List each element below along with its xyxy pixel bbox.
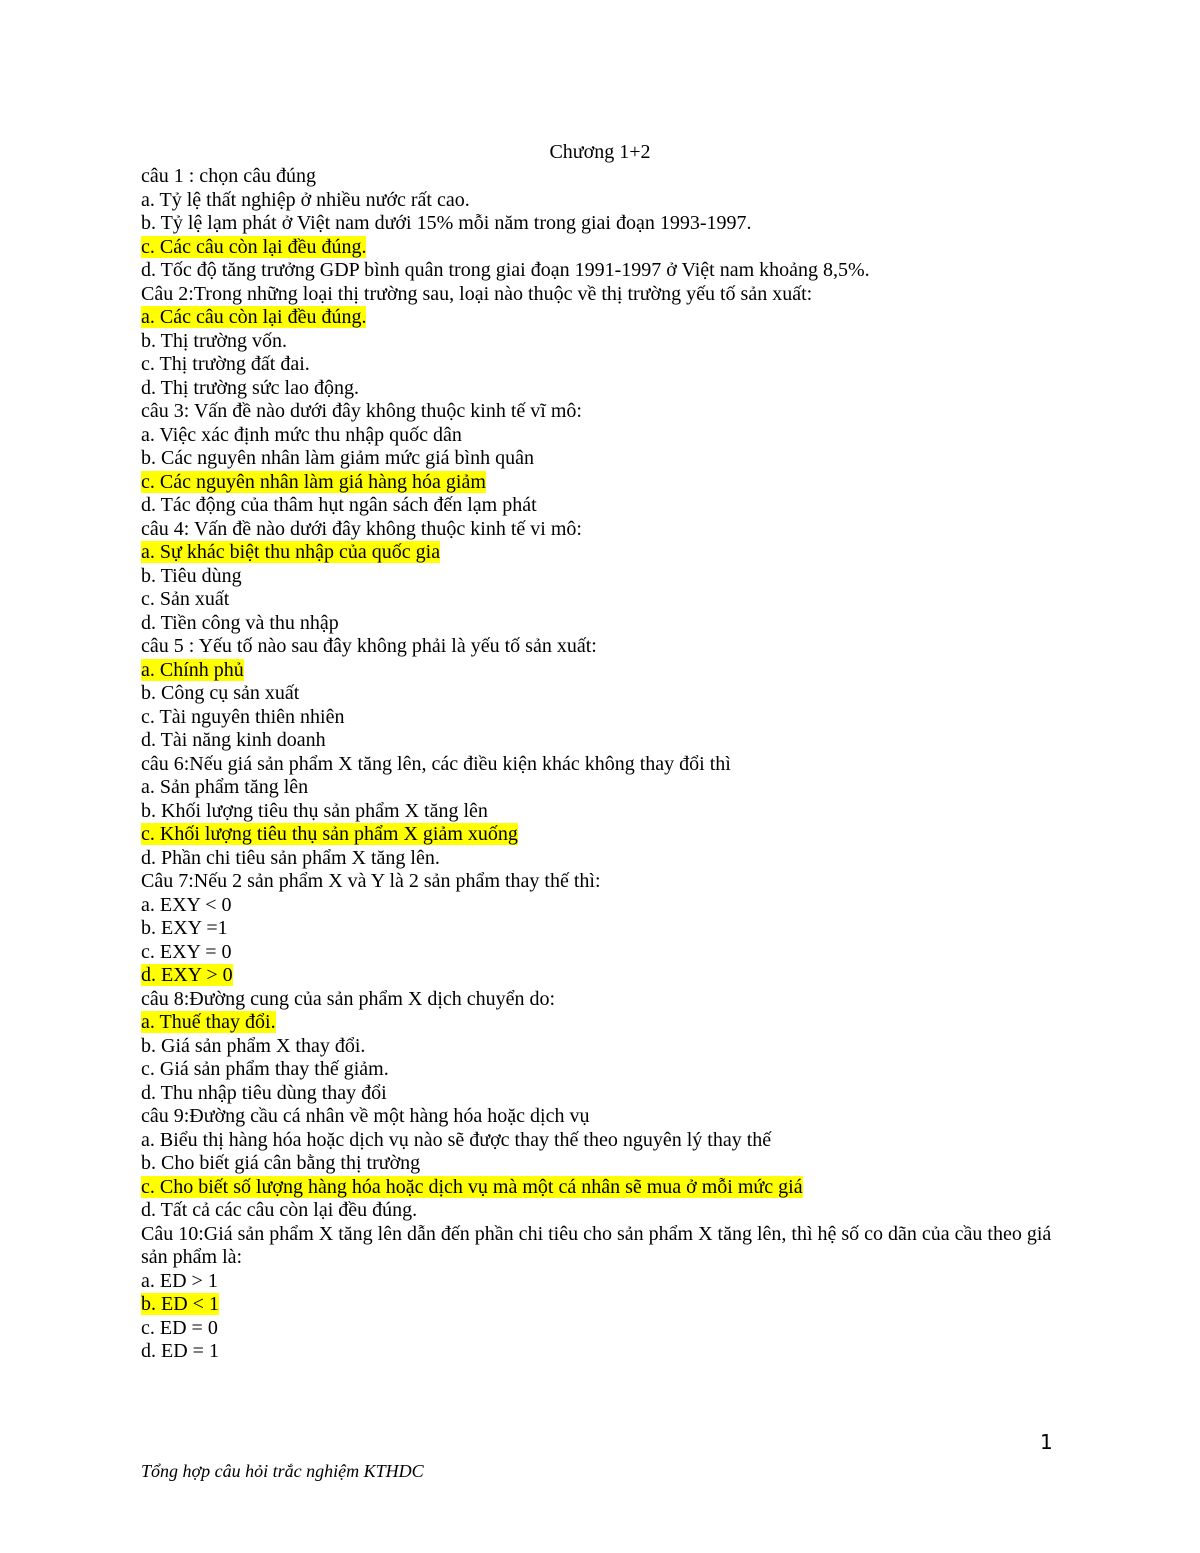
text-line <box>141 1129 1061 1153</box>
highlighted-answer: a. Thuế thay đổi. <box>141 1011 276 1033</box>
highlighted-answer: c. Khối lượng tiêu thụ sản phẩm X giảm xuống <box>141 823 518 845</box>
text-line <box>141 1176 1061 1200</box>
text-line <box>141 964 1061 988</box>
line-text: câu 4: Vấn đề nào dưới đây không thuộc kinh tế vi mô: <box>141 517 582 540</box>
text-line <box>141 1340 1061 1364</box>
text-line <box>141 612 1061 636</box>
line-text: c. Thị trường đất đai. <box>141 353 310 375</box>
text-line <box>141 682 1061 706</box>
text-line <box>141 706 1061 730</box>
text-line <box>141 330 1061 354</box>
text-line <box>141 1058 1061 1082</box>
line-text: b. Khối lượng tiêu thụ sản phẩm X tăng lên <box>141 799 488 822</box>
highlighted-answer: d. EXY > 0 <box>141 964 233 986</box>
text-line <box>141 1035 1061 1059</box>
highlighted-answer: c. Các câu còn lại đều đúng. <box>141 235 367 258</box>
text-line <box>141 236 1061 260</box>
text-line <box>141 283 1061 307</box>
line-text: d. Thu nhập tiêu dùng thay đổi <box>141 1081 387 1104</box>
highlighted-answer: b. ED < 1 <box>141 1293 219 1315</box>
text-line <box>141 541 1061 565</box>
line-text: Câu 7:Nếu 2 sản phẩm X và Y là 2 sản phẩm thay thế thì: <box>141 870 601 892</box>
line-text: c. Giá sản phẩm thay thế giảm. <box>141 1058 389 1080</box>
line-text: d. Phần chi tiêu sản phẩm X tăng lên. <box>141 846 440 869</box>
text-line <box>141 870 1061 894</box>
line-text: Câu 10:Giá sản phẩm X tăng lên dẫn đến phần chi tiêu cho sản phẩm X tăng lên, thì hệ số co dãn của cầu theo giá sản phẩm là: <box>141 1222 1052 1268</box>
highlighted-answer: a. Chính phủ <box>141 658 244 681</box>
text-line <box>141 917 1061 941</box>
line-text: b. Cho biết giá cân bằng thị trường <box>141 1152 421 1174</box>
line-text: b. Thị trường vốn. <box>141 329 288 352</box>
line-text: d. Tiền công và thu nhập <box>141 611 339 634</box>
text-line <box>141 988 1061 1012</box>
text-line <box>141 1105 1061 1129</box>
text-line <box>141 1317 1061 1341</box>
highlighted-answer: a. Sự khác biệt thu nhập của quốc gia <box>141 541 441 563</box>
line-text: c. EXY = 0 <box>141 940 232 963</box>
line-text: a. Tỷ lệ thất nghiệp ở nhiều nước rất cao. <box>141 188 470 211</box>
line-text: a. ED > 1 <box>141 1269 218 1292</box>
line-text: a. EXY < 0 <box>141 893 232 916</box>
text-line <box>141 588 1061 612</box>
page-number: 1 <box>1040 1430 1053 1454</box>
text-line <box>141 494 1061 518</box>
text-line <box>141 565 1061 589</box>
highlighted-answer: c. Cho biết số lượng hàng hóa hoặc dịch vụ mà một cá nhân sẽ mua ở mỗi mức giá <box>141 1175 803 1198</box>
text-line <box>141 189 1061 213</box>
text-line <box>141 941 1061 965</box>
highlighted-answer: a. Các câu còn lại đều đúng. <box>141 306 367 328</box>
text-line <box>141 729 1061 753</box>
footer-text: Tổng hợp câu hỏi trắc nghiệm KTHDC <box>141 1461 424 1481</box>
text-line <box>141 776 1061 800</box>
text-line <box>141 1082 1061 1106</box>
line-text: câu 6:Nếu giá sản phẩm X tăng lên, các điều kiện khác không thay đổi thì <box>141 752 731 775</box>
line-text: câu 8:Đường cung của sản phẩm X dịch chuyển do: <box>141 987 556 1010</box>
text-line <box>141 847 1061 871</box>
text-line <box>141 424 1061 448</box>
text-line <box>141 165 1061 189</box>
line-text: b. Tỷ lệ lạm phát ở Việt nam dưới 15% mỗi năm trong giai đoạn 1993-1997. <box>141 212 752 234</box>
line-text: d. Thị trường sức lao động. <box>141 376 359 399</box>
text-line <box>141 1270 1061 1294</box>
line-text: a. Việc xác định mức thu nhập quốc dân <box>141 423 462 446</box>
text-line <box>141 1199 1061 1223</box>
text-line <box>141 212 1061 236</box>
text-line <box>141 635 1061 659</box>
text-line <box>141 1152 1061 1176</box>
question-list <box>141 165 1061 1364</box>
text-line <box>141 518 1061 542</box>
line-text: b. Các nguyên nhân làm giảm mức giá bình quân <box>141 447 534 469</box>
text-line <box>141 471 1061 495</box>
line-text: b. Tiêu dùng <box>141 564 242 587</box>
line-text: b. Công cụ sản xuất <box>141 682 300 704</box>
text-line <box>141 259 1061 283</box>
line-text: d. Tốc độ tăng trưởng GDP bình quân trong giai đoạn 1991-1997 ở Việt nam khoảng 8,5%. <box>141 259 870 281</box>
line-text: a. Sản phẩm tăng lên <box>141 776 309 798</box>
line-text: câu 9:Đường cầu cá nhân về một hàng hóa hoặc dịch vụ <box>141 1105 590 1127</box>
highlighted-answer: c. Các nguyên nhân làm giá hàng hóa giảm <box>141 470 486 493</box>
text-line <box>141 447 1061 471</box>
line-text: b. EXY =1 <box>141 917 228 939</box>
line-text: c. ED = 0 <box>141 1316 218 1339</box>
text-line <box>141 377 1061 401</box>
text-line <box>141 659 1061 683</box>
line-text: câu 5 : Yếu tố nào sau đây không phải là yếu tố sản xuất: <box>141 635 597 657</box>
line-text: a. Biểu thị hàng hóa hoặc dịch vụ nào sẽ được thay thế theo nguyên lý thay thế <box>141 1128 772 1151</box>
text-line <box>141 894 1061 918</box>
text-line <box>141 400 1061 424</box>
line-text: b. Giá sản phẩm X thay đổi. <box>141 1034 366 1057</box>
line-text: Câu 2:Trong những loại thị trường sau, loại nào thuộc về thị trường yếu tố sản xuất: <box>141 282 813 305</box>
text-line <box>141 823 1061 847</box>
line-text: d. Tất cả các câu còn lại đều đúng. <box>141 1199 418 1221</box>
text-line <box>141 1011 1061 1035</box>
text-line <box>141 353 1061 377</box>
text-line <box>141 306 1061 330</box>
chapter-title: Chương 1+2 <box>549 141 651 163</box>
line-text: c. Tài nguyên thiên nhiên <box>141 705 345 728</box>
line-text: d. Tác động của thâm hụt ngân sách đến lạm phát <box>141 494 537 516</box>
line-text: c. Sản xuất <box>141 588 230 610</box>
text-line <box>141 1293 1061 1317</box>
line-text: d. ED = 1 <box>141 1340 219 1362</box>
line-text: câu 3: Vấn đề nào dưới đây không thuộc kinh tế vĩ mô: <box>141 400 582 422</box>
text-line <box>141 800 1061 824</box>
text-line <box>141 1223 1061 1270</box>
text-line <box>141 753 1061 777</box>
line-text: câu 1 : chọn câu đúng <box>141 165 316 187</box>
line-text: d. Tài năng kinh doanh <box>141 729 326 751</box>
